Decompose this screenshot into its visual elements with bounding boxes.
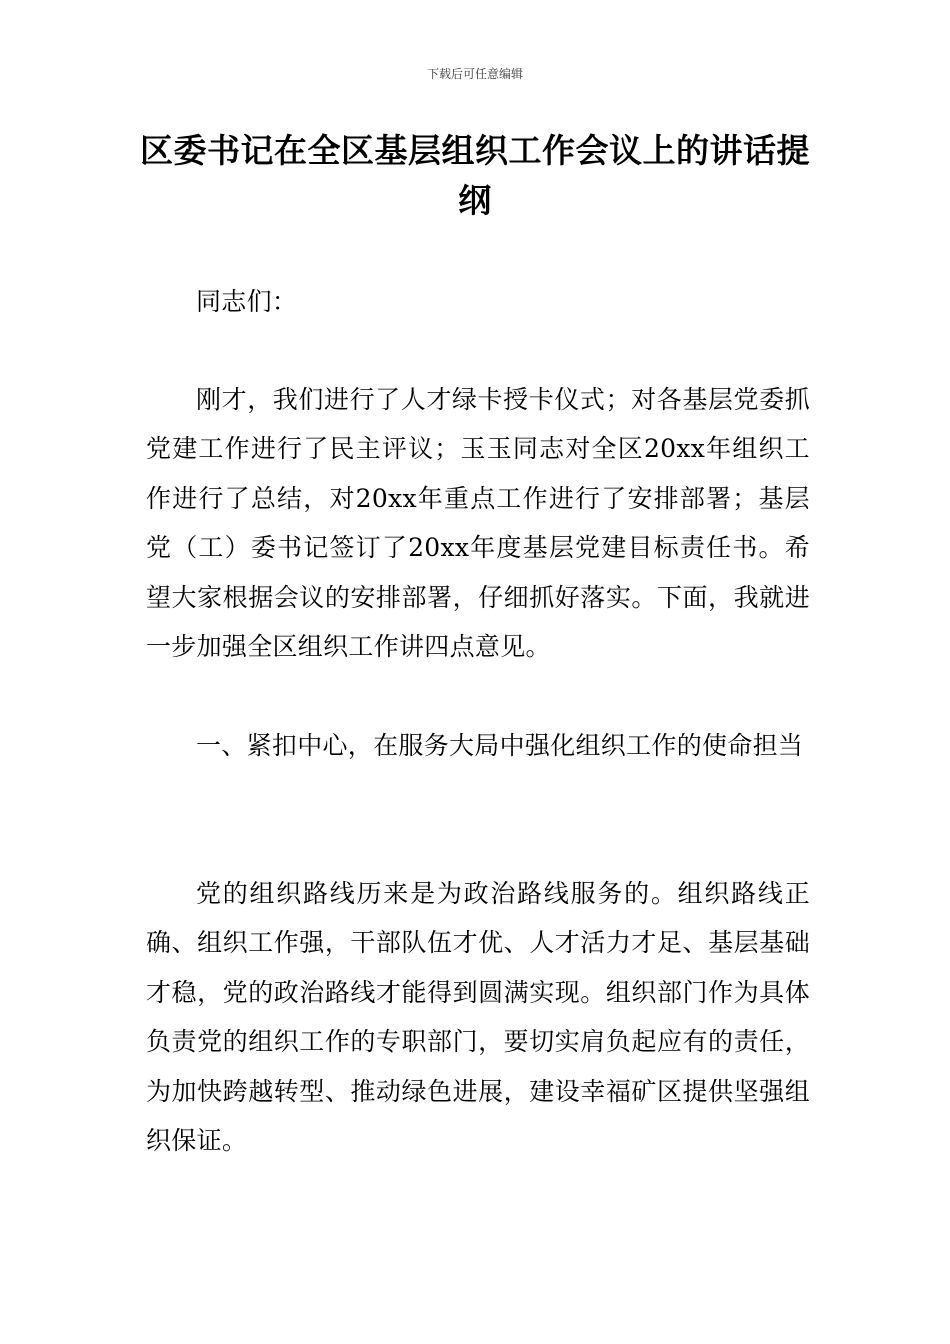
section-heading: 一、紧扣中心，在服务大局中强化组织工作的使命担当 — [196, 731, 804, 760]
salutation: 同志们： — [196, 287, 298, 316]
document-title: 区委书记在全区基层组织工作会议上的讲话提纲 — [140, 131, 810, 220]
header-note: 下载后可任意编辑 — [426, 67, 523, 81]
paragraph-section-1: 党的组织路线历来是为政治路线服务的。组织路线正确、组织工作强，干部队伍才优、人才活力才足、基层基础才稳，党的政治路线才能得到圆满实现。组织部门作为具体负责党的组织工作的专职部门，要切实肩负起应有的责任，为加快跨越转型、推动绿色进展，建设幸福矿区提供坚强组织保证。 — [146, 879, 810, 1156]
paragraph-intro: 刚才，我们进行了人才绿卡授卡仪式；对各基层党委抓党建工作进行了民主评议；玉玉同志对全区20xx年组织工作进行了总结，对20xx年重点工作进行了安排部署；基层党（工）委书记签订了20xx年度基层党建目标责任书。希望大家根据会议的安排部署，仔细抓好落实。下面，我就进一步加强全区组织工作讲四点意见。 — [146, 385, 810, 662]
